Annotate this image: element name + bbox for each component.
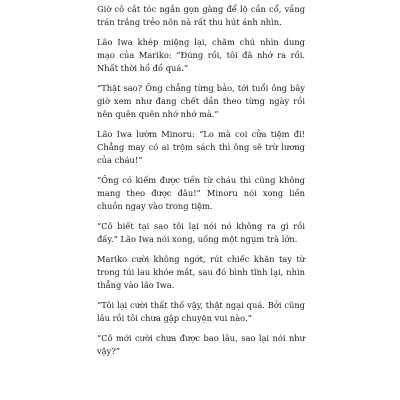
body-text xyxy=(97,3,305,365)
paragraph-6: “Cô biết tại sao tôi lại nói nó không ra gì rồi đấy.” Lão Iwa nói xong, uống một ngụm trà lớn. xyxy=(97,221,305,244)
paragraph-9: “Cô mới cười chưa được bao lâu, sao lại nói như vậy?” xyxy=(97,333,305,356)
paragraph-3: “Thật sao? Ông chẳng từng bảo, tới tuổi ông bây giờ xem như đang chết dần theo từng ngày rồi nên quên quên nhớ nhớ mà.” xyxy=(97,83,305,119)
paragraph-1: Giờ cô cắt tóc ngắn gọn gàng để lộ cần cổ, vầng trán trắng trẻo nõn nà rất thu hút ánh nhìn. xyxy=(97,4,305,27)
paragraph-7: Mariko cười không ngớt, rút chiếc khăn tay từ trong túi lau khóe mắt, sau đó bình tĩnh lại, nhìn thẳng vào lão Iwa. xyxy=(97,254,305,290)
paragraph-8: “Tôi lại cười thất thố vậy, thật ngại quá. Bởi cũng lâu rồi tôi chưa gặp chuyện vui nào.” xyxy=(97,300,305,323)
paragraph-5: “Ông có kiếm được tiền từ cháu thì cũng không mang theo được đâu!” Minoru nói xong liền chuồn ngay vào trong tiệm. xyxy=(97,175,305,211)
paragraph-4: Lão Iwa lườm Minoru: “Lo mà coi cửa tiệm đi! Chẳng may có ai trộm sách thì ông sẽ trừ lương của cháu!” xyxy=(97,129,305,165)
paragraph-2: Lão Iwa khép miệng lại, chăm chú nhìn dung mạo của Mariko: “Đúng rồi, tôi đã nhớ ra rồi. Nhất thời hồ đồ quá.” xyxy=(97,37,305,73)
